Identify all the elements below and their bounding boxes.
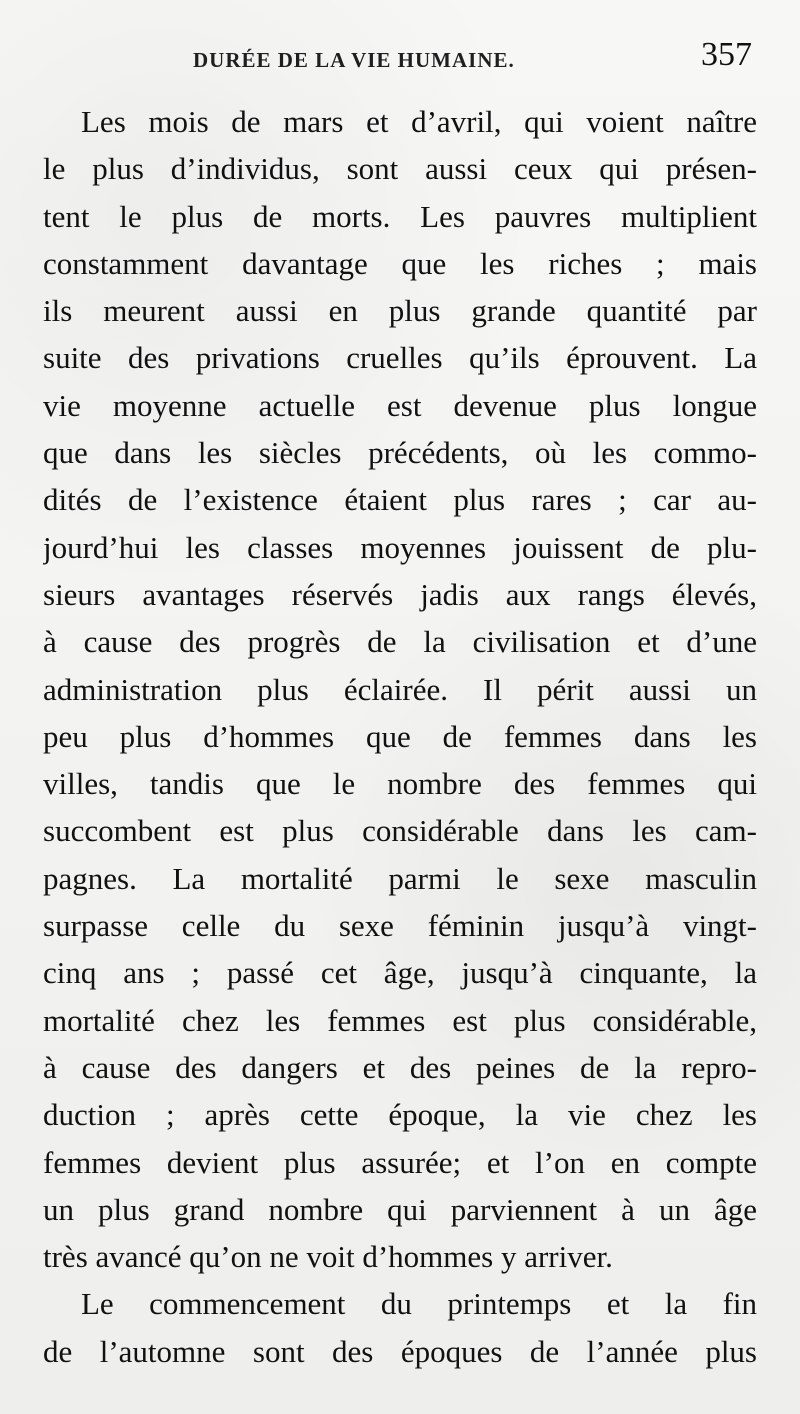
text-line: villes, tandis que le nombre des femmes qui xyxy=(43,766,757,802)
page-number: 357 xyxy=(701,36,752,73)
text-line: un plus grand nombre qui parviennent à un âge xyxy=(43,1191,757,1227)
text-line: constamment davantage que les riches ; mais xyxy=(43,245,757,281)
text-line: cinq ans ; passé cet âge, jusqu’à cinquante, la xyxy=(43,955,757,991)
body-text xyxy=(43,98,757,1375)
text-line: tent le plus de morts. Les pauvres multiplient xyxy=(43,198,757,234)
text-line: très avancé qu’on ne voit d’hommes y arriver. xyxy=(43,1239,613,1275)
text-line: ils meurent aussi en plus grande quantité par xyxy=(43,293,757,329)
running-header-title: DURÉE DE LA VIE HUMAINE. xyxy=(193,48,515,72)
text-line: peu plus d’hommes que de femmes dans les xyxy=(43,718,757,754)
text-line: Les mois de mars et d’avril, qui voient naître xyxy=(81,104,757,139)
text-line: à cause des dangers et des peines de la repro- xyxy=(43,1049,757,1085)
text-line: mortalité chez les femmes est plus considérable, xyxy=(43,1002,757,1038)
text-line: Le commencement du printemps et la fin xyxy=(81,1286,757,1322)
text-line: vie moyenne actuelle est devenue plus longue xyxy=(43,387,757,423)
text-line: que dans les siècles précédents, où les commo- xyxy=(43,435,757,471)
text-line: dités de l’existence étaient plus rares ; car au- xyxy=(43,482,757,518)
text-line: pagnes. La mortalité parmi le sexe masculin xyxy=(43,860,757,896)
text-line: le plus d’individus, sont aussi ceux qui présen- xyxy=(43,151,757,187)
text-line: succombent est plus considérable dans les cam- xyxy=(43,813,757,849)
text-line: de l’automne sont des époques de l’année plus xyxy=(43,1333,757,1369)
text-line: surpasse celle du sexe féminin jusqu’à vingt- xyxy=(43,908,757,944)
text-line: administration plus éclairée. Il périt aussi un xyxy=(43,671,757,707)
text-line: jourd’hui les classes moyennes jouissent de plu- xyxy=(43,529,757,565)
text-line: sieurs avantages réservés jadis aux rangs élevés, xyxy=(43,576,757,612)
text-line: duction ; après cette époque, la vie chez les xyxy=(43,1097,757,1133)
text-line: suite des privations cruelles qu’ils éprouvent. La xyxy=(43,340,757,376)
text-line: à cause des progrès de la civilisation et d’une xyxy=(43,624,757,660)
text-line: femmes devient plus assurée; et l’on en compte xyxy=(43,1144,757,1180)
